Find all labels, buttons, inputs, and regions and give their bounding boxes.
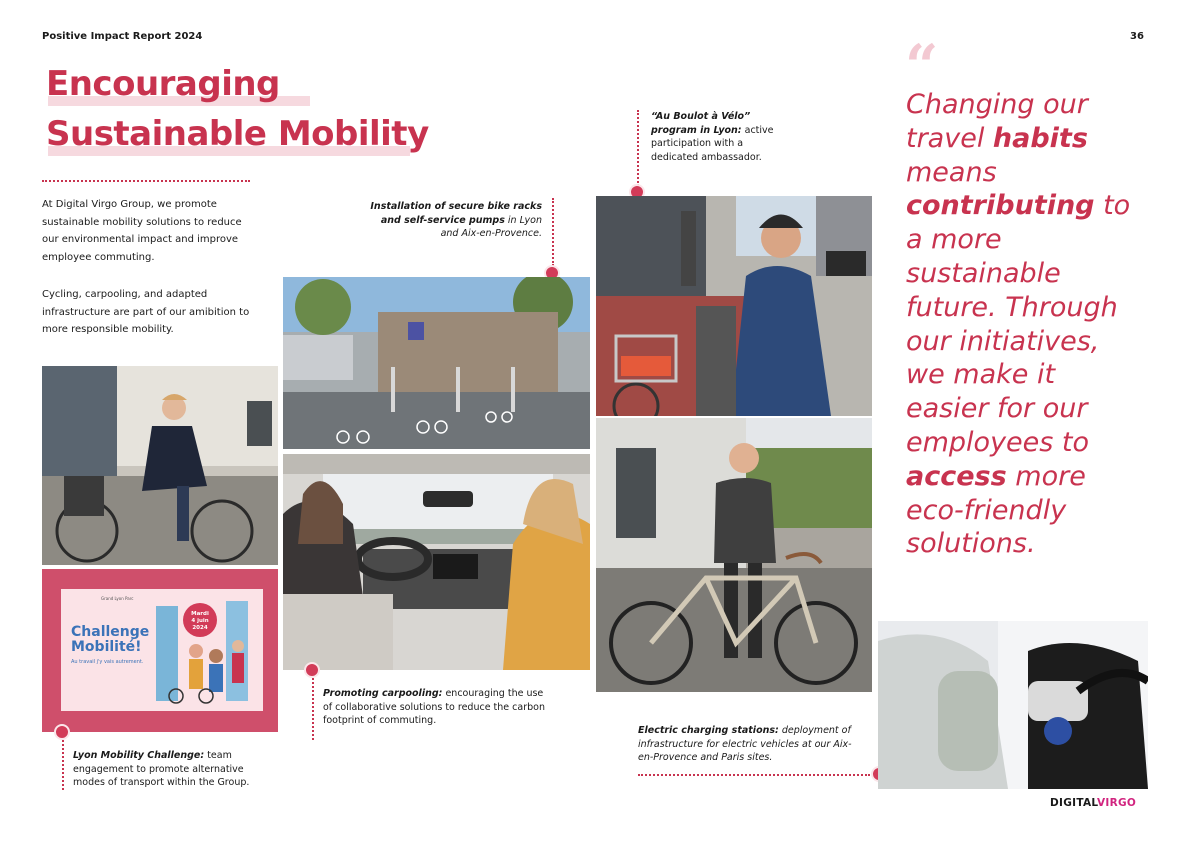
title-divider: [42, 180, 250, 182]
challenge-poster: [61, 589, 263, 711]
caption-challenge-text: team engagement to promote alternative modes of transport within the Group.: [73, 750, 250, 788]
poster-top-text: Grand Lyon Parc: [101, 596, 134, 601]
caption-challenge: [73, 749, 268, 790]
caption-carpooling-bold: Promoting carpooling:: [323, 688, 443, 699]
caption-au-boulot-text: active participation with a dedicated ambassador.: [651, 124, 774, 163]
connector-line: [312, 678, 314, 740]
photo-woman-with-bike: [596, 196, 872, 416]
date-line-3: 2024: [192, 625, 208, 631]
caption-bike-racks-bold: Installation of secure bike racks and self-service pumps: [370, 201, 542, 226]
logo-part-1: DIGITAL: [1050, 797, 1097, 809]
caption-bike-racks: [362, 200, 542, 241]
caption-charging-bold: Electric charging stations:: [638, 725, 779, 736]
logo-part-2: VIRGO: [1096, 797, 1137, 809]
challenge-mobilite-frame: [42, 569, 278, 732]
poster-illustration: [156, 601, 256, 706]
page-title-line-2: Sustainable Mobility: [46, 114, 429, 154]
quote-text: Changing our travel: [906, 89, 1088, 154]
photo-bike-racks: [283, 277, 590, 449]
poster-title-line-1: Challenge: [71, 624, 150, 640]
page-number: 36: [1130, 31, 1144, 42]
quote-text: means: [906, 156, 997, 188]
quote-text: more eco-friendly solutions.: [906, 460, 1086, 560]
pin-marker: [304, 662, 320, 678]
quote-text: to a more sustainable future. Through our initiatives, we make it easier for our employees to: [906, 190, 1131, 458]
caption-challenge-bold: Lyon Mobility Challenge:: [73, 750, 205, 761]
caption-carpooling-text: encouraging the use of collaborative solutions to reduce the carbon footprint of commuting.: [323, 688, 545, 726]
page-title-line-1: Encouraging: [46, 64, 280, 104]
photo-man-on-bike: [42, 366, 278, 565]
connector-line: [552, 198, 554, 266]
quote-emphasis: contributing: [906, 190, 1095, 222]
poster-subtitle: Au travail j'y vais autrement.: [71, 659, 144, 665]
quote-emphasis: habits: [992, 122, 1088, 154]
photo-carpooling: [283, 454, 590, 670]
intro-paragraph-2: Cycling, carpooling, and adapted infrastructure are part of our amibition to more responsible mobility.: [42, 289, 250, 335]
date-line-2: 4 juin: [191, 618, 209, 624]
quote-emphasis: access: [906, 460, 1007, 492]
intro-paragraph-1: At Digital Virgo Group, we promote sustainable mobility solutions to reduce our environmental impact and improve employee commuting.: [42, 199, 242, 263]
connector-line: [62, 740, 64, 790]
connector-line: [637, 110, 639, 186]
pin-marker: [54, 724, 70, 740]
caption-au-boulot-bold: “Au Boulot à Vélo” program in Lyon:: [651, 111, 751, 136]
report-title: Positive Impact Report 2024: [42, 31, 203, 42]
photo-man-with-bike: [596, 418, 872, 692]
photo-ev-charging: [878, 621, 1148, 789]
caption-au-boulot: [651, 110, 786, 164]
caption-bike-racks-text: in Lyon and Aix-en-Provence.: [440, 214, 542, 239]
caption-carpooling: [323, 687, 548, 728]
pull-quote: [906, 88, 1146, 561]
connector-line: [638, 774, 870, 776]
caption-charging: [638, 724, 866, 765]
digital-virgo-logo: [1050, 797, 1136, 809]
poster-title-line-2: Mobilité!: [71, 639, 142, 655]
date-line-1: Mardi: [191, 611, 209, 617]
poster-title: [71, 625, 149, 655]
caption-charging-text: deployment of infrastructure for electric vehicles at our Aix-en-Provence and Paris sites.: [638, 725, 852, 763]
quote-mark-icon: “: [905, 32, 939, 100]
